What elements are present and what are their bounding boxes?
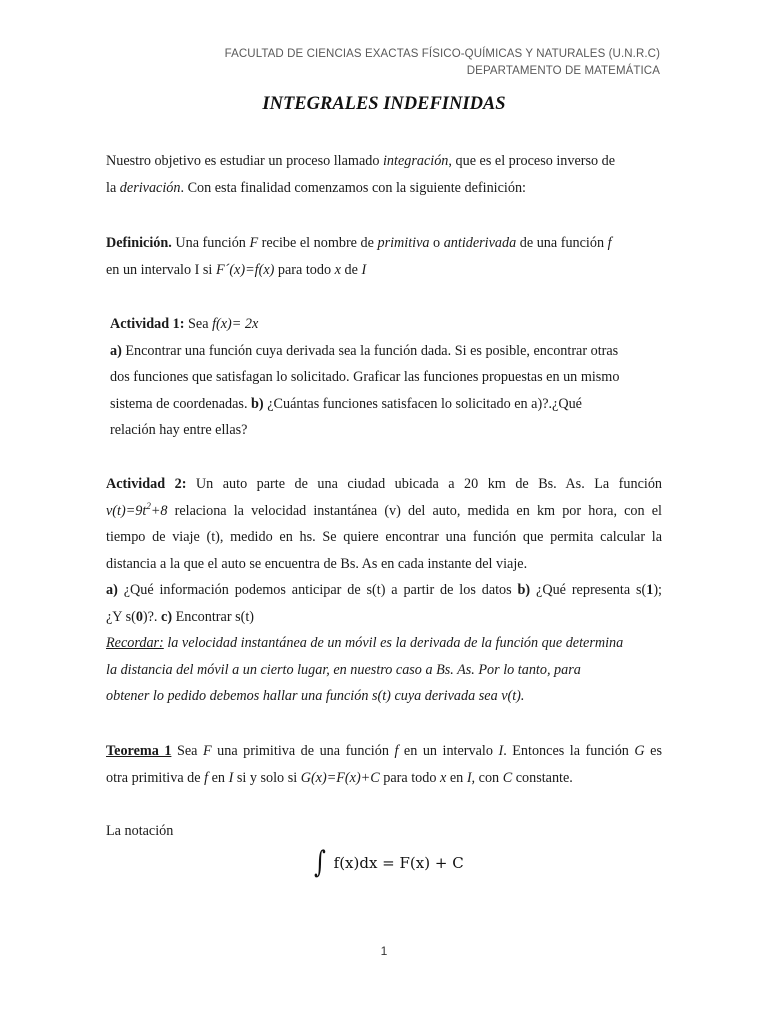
intro-paragraph: Nuestro objetivo es estudiar un proceso llamado integración, que es el proceso inverso de la derivación. Con esta finalidad comenzamos con la siguiente definición: [106, 153, 616, 196]
page-number: 1 [380, 944, 388, 958]
actividad-2: Actividad 2: Un auto parte de una ciudad ubicada a 20 km de Bs. As. La función $v(t)=9t^2+8$ relaciona la velocidad instantánea (v) del auto, medida en km por hora, con el tiempo de viaje (t), medido en hs. Se quiere encontrar una función que permita calcular la distancia a la que el auto se encuentra de Bs. As en cada instante del viaje. a) ¿Qué información podemos anticipar de s(t) a partir de los datos b) ¿Qué representa s(1); ¿Y s(0)?. c) Encontrar s(t) Recordar: la velocidad instantánea de un móvil es la derivada de la función que determina la distancia del móvil a un cierto lugar, en nuestro caso a Bs. As. Por lo tanto, para obtener lo pedido debemos hallar una función s(t) cuya derivada sea v(t). [106, 476, 663, 704]
teorema-label: Teorema 1 [106, 743, 172, 759]
integral-formula [312, 845, 464, 880]
definition-paragraph: Definición. Una función F recibe el nombre de primitiva o antiderivada de una función f en un intervalo I si F´(x)=f(x) para todo x de I [106, 235, 612, 278]
page-title: INTEGRALES INDEFINIDAS [262, 94, 506, 114]
recordar-label: Recordar: [106, 635, 164, 651]
actividad-1: Actividad 1: Sea f(x)= 2x a) Encontrar una función cuya derivada sea la función dada. Si es posible, encontrar otras dos funciones que satisfagan lo solicitado. Graficar las funciones propuestas en un mismo sistema de coordenadas. b) ¿Cuántas funciones satisfacen lo solicitado en a)?.¿Qué relación hay entre ellas? [110, 316, 620, 438]
header-faculty: FACULTAD DE CIENCIAS EXACTAS FÍSICO-QUÍMICAS Y NATURALES (U.N.R.C) [224, 48, 660, 60]
integral-sign: ∫ [313, 845, 326, 880]
teorema-1: Teorema 1 Sea F una primitiva de una función f en un intervalo I. Entonces la función G es otra primitiva de f en I si y solo si G(x)=F(x)+C para todo x en I, con C constante. [106, 743, 662, 786]
page-header [225, 46, 660, 80]
header-department: DEPARTAMENTO DE MATEMÁTICA [466, 65, 660, 77]
notacion-text: La notación [106, 823, 174, 839]
formula-expression: f(x)dx = F(x) + C [333, 854, 464, 872]
